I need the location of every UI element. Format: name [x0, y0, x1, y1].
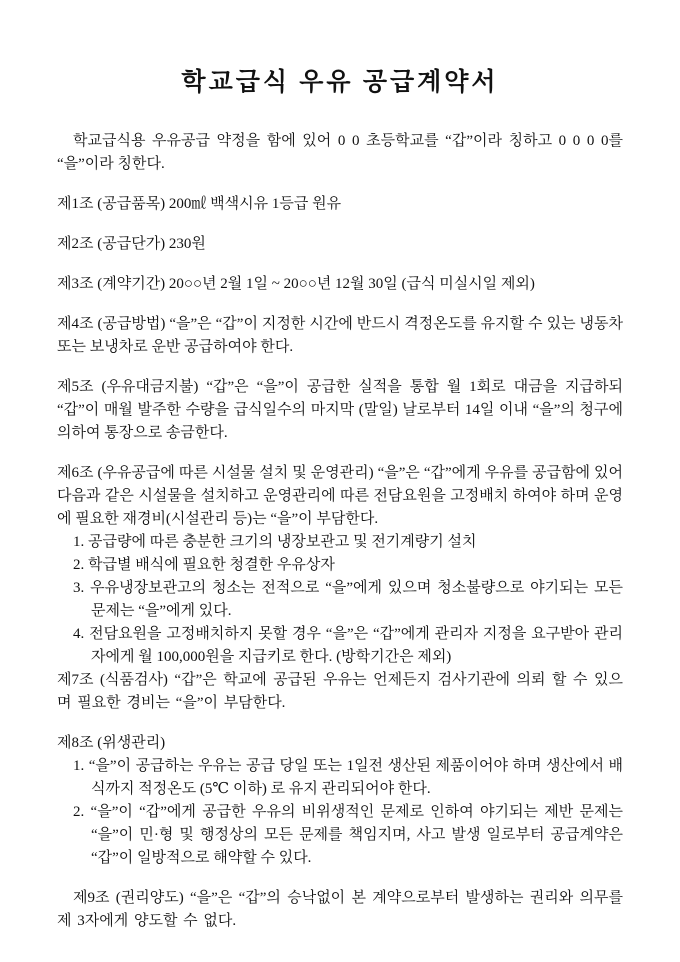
article-6-item-list: [73, 531, 623, 669]
article-7-food-inspection: 제7조 (식품검사) “갑”은 학교에 공급된 우유는 언제든지 검사기관에 의뢰 할 수 있으며 필요한 경비는 “을”이 부담한다.: [57, 672, 623, 711]
article-1-supply-item: 제1조 (공급품목) 200㎖ 백색시유 1등급 원유: [57, 196, 342, 212]
article-6-facilities: 제6조 (우유공급에 따른 시설물 설치 및 운영관리) “을”은 “갑”에게 우유를 공급함에 있어 다음과 같은 시설물을 설치하고 운영관리에 따른 전담요원을 고정배치 하여야 하며 운영에 필요한 재경비(시설관리 등)는 “을”이 부담한다.: [57, 465, 623, 527]
article-5-payment: 제5조 (우유대금지불) “갑”은 “을”이 공급한 실적을 통합 월 1회로 대금을 지급하되 “갑”이 매월 발주한 수량을 급식일수의 마지막 (말일) 날로부터 14일 이내 “을”의 청구에 의하여 통장으로 송금한다.: [57, 379, 623, 441]
article-4-supply-method: 제4조 (공급방법) “을”은 “갑”이 지정한 시간에 반드시 격정온도를 유지할 수 있는 냉동차 또는 보냉차로 운반 공급하여야 한다.: [57, 316, 623, 355]
article-6-item-3: 3. 우유냉장보관고의 청소는 전적으로 “을”에게 있으며 청소불량으로 야기되는 모든 문제는 “을”에게 있다.: [73, 580, 623, 619]
article-8-hygiene: 제8조 (위생관리): [57, 735, 166, 751]
article-6-item-1: 1. 공급량에 따른 충분한 크기의 냉장보관고 및 전기계량기 설치: [73, 534, 477, 550]
intro-paragraph: 학교급식용 우유공급 약정을 함에 있어 0 0 초등학교를 “갑”이라 칭하고 0 0 0 0를 “을”이라 칭한다.: [57, 133, 623, 172]
article-8-item-list: [73, 755, 623, 870]
article-2-unit-price: 제2조 (공급단가) 230원: [57, 236, 206, 252]
article-3-contract-period: 제3조 (계약기간) 20○○년 2월 1일 ~ 20○○년 12월 30일 (급식 미실시일 제외): [57, 276, 535, 292]
article-9-rights-transfer: 제9조 (권리양도) “을”은 “갑”의 승낙없이 본 계약으로부터 발생하는 권리와 의무를 제 3자에게 양도할 수 없다.: [57, 890, 623, 929]
article-6-item-4: 4. 전담요원을 고정배치하지 못할 경우 “을”은 “갑”에게 관리자 지정을 요구받아 관리자에게 월 100,000원을 지급키로 한다. (방학기간은 제외): [73, 626, 623, 665]
article-8-item-2: 2. “을”이 “갑”에게 공급한 우유의 비위생적인 문제로 인하여 야기되는 제반 문제는 “을”이 민·형 및 행정상의 모든 문제를 책임지며, 사고 발생 일로부터 공급계약은 “갑”이 일방적으로 해약할 수 있다.: [73, 804, 623, 866]
article-6-item-2: 2. 학급별 배식에 필요한 청결한 우유상자: [73, 557, 335, 573]
document-title: 학교급식 우유 공급계약서: [181, 69, 499, 96]
article-8-item-1: 1. “을”이 공급하는 우유는 공급 당일 또는 1일전 생산된 제품이어야 하며 생산에서 배식까지 적정온도 (5℃ 이하) 로 유지 관리되어야 한다.: [73, 758, 623, 797]
